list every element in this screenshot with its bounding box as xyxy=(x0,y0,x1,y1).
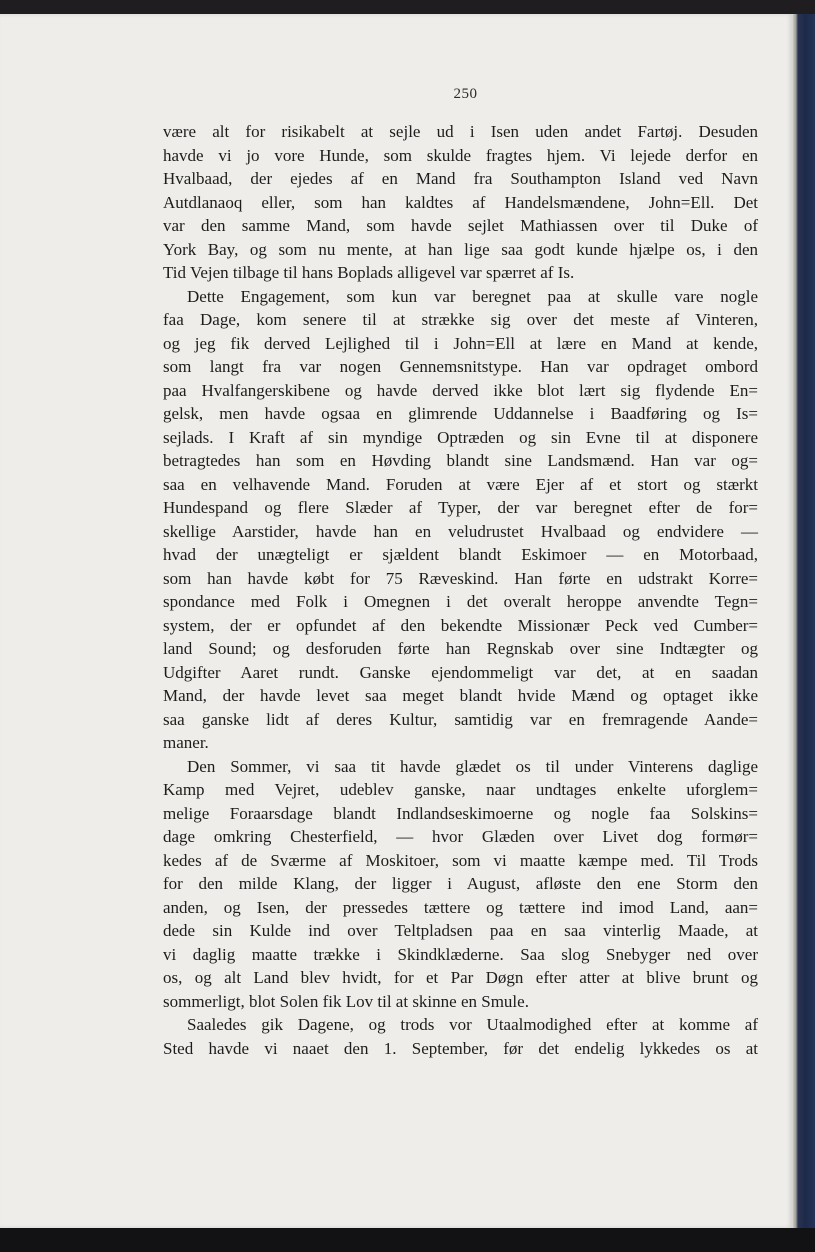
text-line: betragtedes han som en Høvding blandt sine Landsmænd. Han var og= xyxy=(163,451,758,470)
text-line: saa en velhavende Mand. Foruden at være Ejer af et stort og stærkt xyxy=(163,474,758,494)
text-line: Saaledes gik Dagene, og trods vor Utaalmodighed efter at komme af xyxy=(187,1015,758,1034)
text-line: melige Foraarsdage blandt Indlandseskimoerne og nogle faa Solskins= xyxy=(163,803,758,823)
text-line: Udgifter Aaret rundt. Ganske ejendommeligt var det, at en saadan xyxy=(163,662,758,682)
text-line: for den milde Klang, der ligger i August, afløste den ene Storm den xyxy=(163,874,758,893)
text-line: Hvalbaad, der ejedes af en Mand fra Southampton Island ved Navn xyxy=(163,169,758,188)
text-line: paa Hvalfangerskibene og havde derved ikke blot lært sig flydende En= xyxy=(163,380,758,400)
text-line: saa ganske lidt af deres Kultur, samtidig var en fremragende Aande= xyxy=(163,709,758,729)
text-line: land Sound; og desforuden førte han Regnskab over sine Indtægter og xyxy=(163,639,758,658)
text-line: maner. xyxy=(163,733,209,752)
text-line: spondance med Folk i Omegnen i det overalt heroppe anvendte Tegn= xyxy=(163,592,758,611)
book-page xyxy=(0,14,793,1228)
text-line: Tid Vejen tilbage til hans Boplads alligevel var spærret af Is. xyxy=(163,263,575,282)
text-line: Kamp med Vejret, udeblev ganske, naar undtages enkelte uforglem= xyxy=(163,780,758,799)
text-line: som han havde købt for 75 Ræveskind. Han førte en udstrakt Korre= xyxy=(163,568,758,588)
text-line: anden, og Isen, der pressedes tættere og tættere ind imod Land, aan= xyxy=(163,897,758,917)
text-line: havde vi jo vore Hunde, som skulde fragtes hjem. Vi lejede derfor en xyxy=(163,145,758,165)
text-line: dede sin Kulde ind over Teltpladsen paa en saa vinterlig Maade, at xyxy=(163,921,758,940)
text-line: sejlads. I Kraft af sin myndige Optræden og sin Evne til at disponere xyxy=(163,427,758,447)
scan-border-top xyxy=(0,0,815,14)
text-line: vi daglig maatte trække i Skindklæderne. Saa slog Snebyger ned over xyxy=(163,944,758,964)
text-line: gelsk, men havde ogsaa en glimrende Uddannelse i Baadføring og Is= xyxy=(163,404,758,423)
text-line: og jeg fik derved Lejlighed til i John=Ell at lære en Mand at kende, xyxy=(163,333,758,353)
text-line: faa Dage, kom senere til at strække sig over det meste af Vinteren, xyxy=(163,310,758,329)
text-line: Sted havde vi naaet den 1. September, før det endelig lykkedes os at xyxy=(163,1038,758,1058)
text-line: dage omkring Chesterfield, — hvor Glæden over Livet dog formør= xyxy=(163,827,758,846)
text-line: York Bay, og som nu mente, at han lige saa godt kunde hjælpe os, i den xyxy=(163,239,758,259)
text-line: være alt for risikabelt at sejle ud i Isen uden andet Fartøj. Desuden xyxy=(163,122,758,141)
text-line: os, og alt Land blev hvidt, for et Par Døgn efter atter at blive brunt og xyxy=(163,968,758,987)
text-line: Hundespand og flere Slæder af Typer, der var beregnet efter de for= xyxy=(163,498,758,517)
text-line: som langt fra var nogen Gennemsnitstype. Han var opdraget ombord xyxy=(163,357,758,376)
scan-border-bottom xyxy=(0,1228,815,1252)
text-line: system, der er opfundet af den bekendte Missionær Peck ved Cumber= xyxy=(163,615,758,635)
book-cover-edge xyxy=(793,14,815,1228)
text-line: var den samme Mand, som havde sejlet Mathiassen over til Duke of xyxy=(163,216,758,235)
text-line: hvad der unægteligt er sjældent blandt Eskimoer — en Motorbaad, xyxy=(163,545,758,564)
text-line: sommerligt, blot Solen fik Lov til at skinne en Smule. xyxy=(163,991,529,1011)
page-number: 250 xyxy=(453,86,478,102)
text-line: Autdlanaoq eller, som han kaldtes af Handelsmændene, John=Ell. Det xyxy=(163,192,758,212)
body-text xyxy=(163,120,758,1060)
text-line: Dette Engagement, som kun var beregnet paa at skulle vare nogle xyxy=(187,286,758,306)
text-line: Mand, der havde levet saa meget blandt hvide Mænd og optaget ikke xyxy=(163,686,758,705)
text-line: kedes af de Sværme af Moskitoer, som vi maatte kæmpe med. Til Trods xyxy=(163,850,758,870)
text-line: skellige Aarstider, havde han en veludrustet Hvalbaad og endvidere — xyxy=(163,521,758,541)
text-line: Den Sommer, vi saa tit havde glædet os til under Vinterens daglige xyxy=(187,756,758,776)
